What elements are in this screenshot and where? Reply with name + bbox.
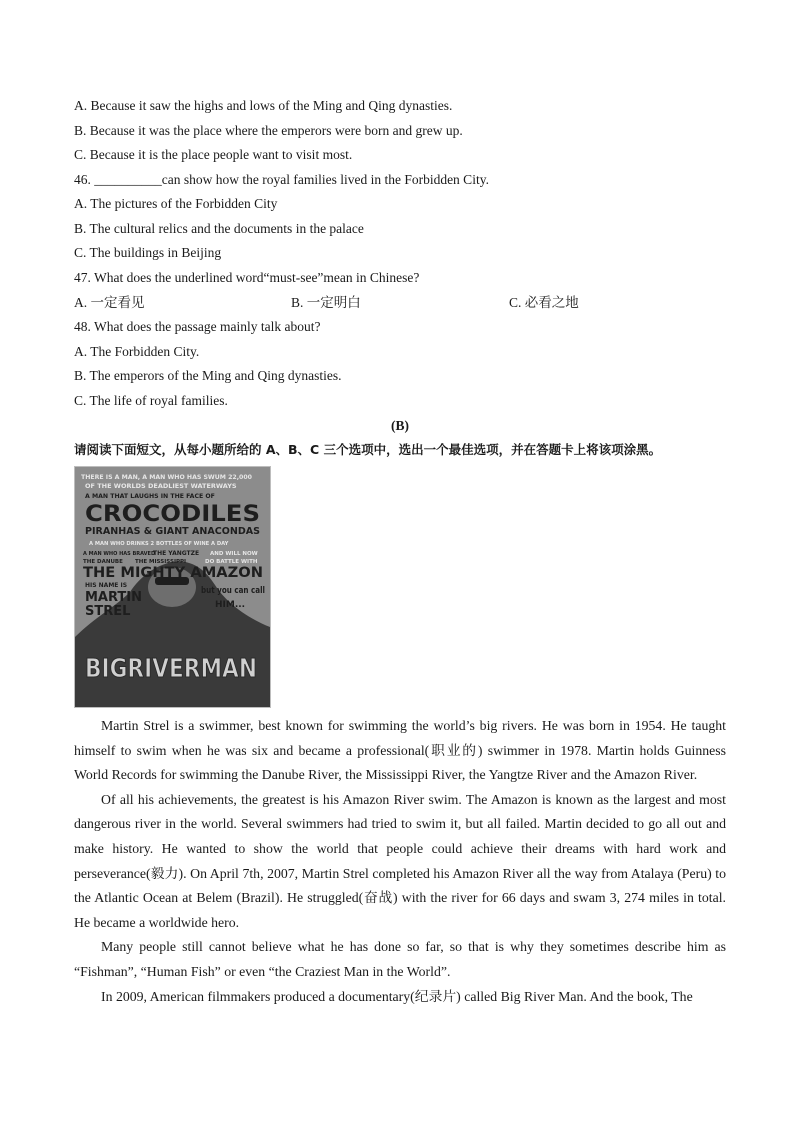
q46-option-c: C. The buildings in Beijing xyxy=(74,245,222,260)
poster-line-7a: A MAN WHO HAS BRAVED xyxy=(83,551,156,557)
q46-option-b: B. The cultural relics and the documents in the palace xyxy=(74,220,364,236)
q48-option-a: A. The Forbidden City. xyxy=(74,343,200,359)
q48-option-b: B. The emperors of the Ming and Qing dynasties. xyxy=(74,368,342,383)
passage-paragraph-1: Martin Strel is a swimmer, best known for swimming the world’s big rivers. He was born in 1954. He taught himself to swim when he was six and became a professional(职业的) swimmer in 1978. Martin holds Guinness World Records for swimming the Danube River, the Mississippi River, the Yangtze River and the Amazon River. xyxy=(74,718,726,783)
q47-option-a: A. 一定看见 xyxy=(74,295,145,310)
poster-line-2: OF THE WORLDS DEADLIEST WATERWAYS xyxy=(85,482,237,490)
q48-question: 48. What does the passage mainly talk about? xyxy=(74,319,321,334)
poster-but-you: but you can call xyxy=(201,586,265,596)
section-b-label: (B) xyxy=(391,418,409,433)
poster-crocodiles: CROCODILES xyxy=(85,502,260,527)
poster-line-8a: THE DANUBE xyxy=(83,559,123,565)
q47-options xyxy=(74,290,726,315)
big-river-man-poster xyxy=(74,466,271,708)
q47-option-c: C. 必看之地 xyxy=(509,295,579,310)
q47-option-b: B. 一定明白 xyxy=(291,295,361,310)
q45-option-b: B. Because it was the place where the emperors were born and grew up. xyxy=(74,122,463,138)
poster-artwork xyxy=(75,467,270,707)
q45-option-a: A. Because it saw the highs and lows of the Ming and Qing dynasties. xyxy=(74,98,453,113)
q45-option-c: C. Because it is the place people want to visit most. xyxy=(74,147,353,162)
poster-line-1: THERE IS A MAN, A MAN WHO HAS SWUM 22,000 xyxy=(81,474,252,481)
poster-line-7c: AND WILL NOW xyxy=(210,551,258,557)
document-page xyxy=(74,94,726,1009)
q47-question: 47. What does the underlined word“must-see”mean in Chinese? xyxy=(74,269,420,285)
poster-line-3: A MAN THAT LAUGHS IN THE FACE OF xyxy=(85,493,215,500)
passage-paragraph-3: Many people still cannot believe what he has done so far, so that is why they sometimes describe him as “Fishman”, “Human Fish” or even “the Craziest Man in the World”. xyxy=(74,939,726,979)
poster-line-8b: THE MISSISSIPPI xyxy=(135,559,187,565)
section-b-instruction: 请阅读下面短文，从每小题所给的 A、B、C 三个选项中，选出一个最佳选项，并在答题卡上将该项涂黑。 xyxy=(74,442,662,457)
poster-line-8c: DO BATTLE WITH xyxy=(205,559,258,565)
passage-paragraph-2: Of all his achievements, the greatest is his Amazon River swim. The Amazon is known as the largest and most dangerous river in the world. Several swimmers had tried to swim it, but all failed. Martin decided to go all out and make history. He wanted to show the world that people could achieve their dreams with hard work and perseverance(毅力). On April 7th, 2007, Martin Strel completed his Amazon River all the way from Atalaya (Peru) to the Atlantic Ocean at Belem (Brazil). He struggled(奋战) with the river for 66 days and swam 3, 274 miles in total. He became a worldwide hero. xyxy=(74,791,726,930)
passage-paragraph-4: In 2009, American filmmakers produced a documentary(纪录片) called Big River Man. And the book, The xyxy=(101,988,693,1004)
poster-martin: MARTIN xyxy=(85,590,143,605)
poster-title: BIGRIVERMAN xyxy=(85,654,257,684)
poster-line-7b: THE YANGTZE xyxy=(153,550,200,557)
poster-mighty-amazon: THE MIGHTY AMAZON xyxy=(83,565,263,581)
poster-him: HIM... xyxy=(215,600,246,610)
poster-line-10: HIS NAME IS xyxy=(85,582,128,589)
poster-strel: STREL xyxy=(85,604,131,619)
poster-line-5: PIRANHAS & GIANT ANACONDAS xyxy=(85,526,260,537)
q46-question: 46. __________can show how the royal families lived in the Forbidden City. xyxy=(74,171,489,187)
q48-option-c: C. The life of royal families. xyxy=(74,392,228,408)
poster-line-6: A MAN WHO DRINKS 2 BOTTLES OF WINE A DAY xyxy=(89,541,229,547)
q46-option-a: A. The pictures of the Forbidden City xyxy=(74,196,278,211)
